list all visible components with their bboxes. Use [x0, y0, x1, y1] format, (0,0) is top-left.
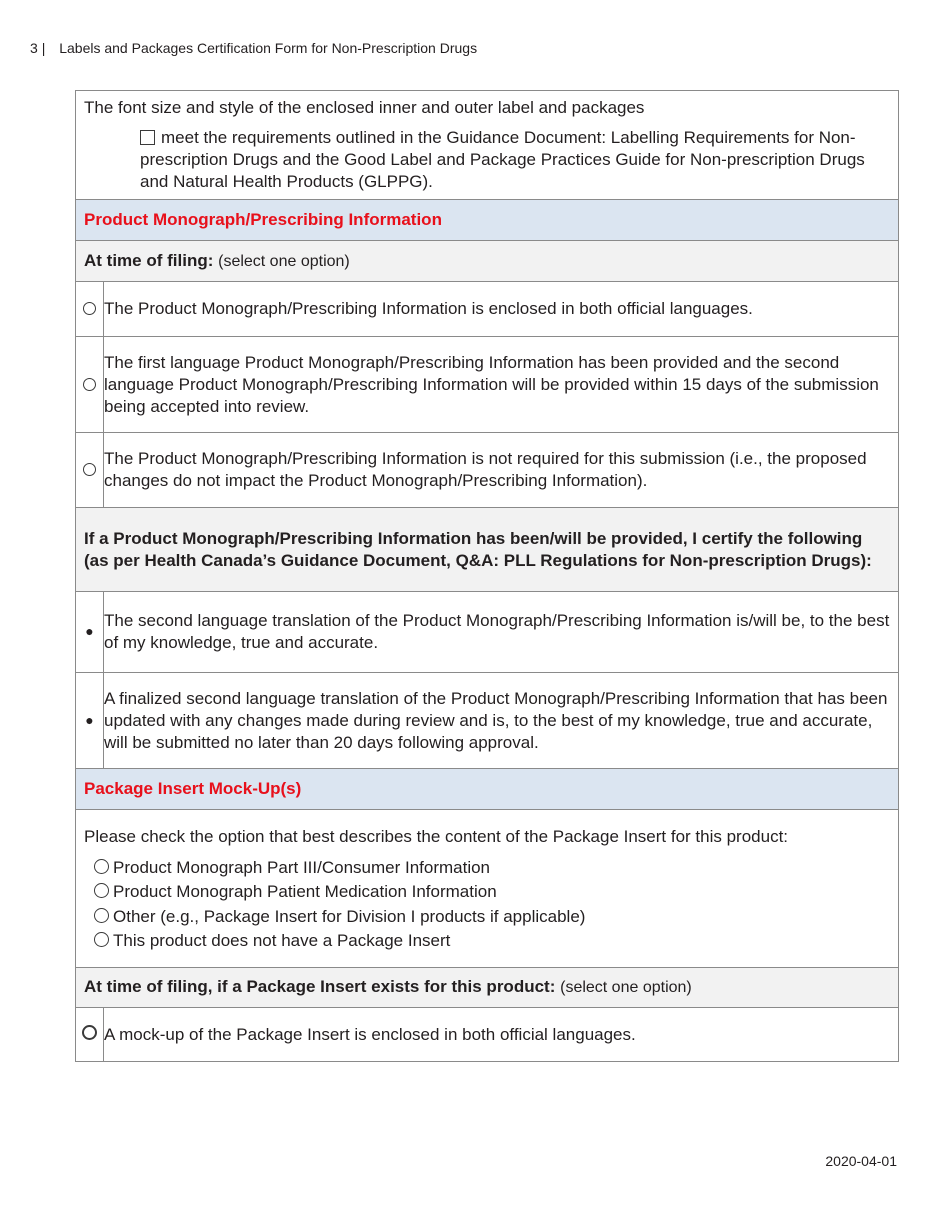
page-header [30, 40, 477, 56]
pm-option-3-radio-cell [76, 433, 104, 508]
font-size-row [76, 91, 899, 200]
pm-certify-heading [76, 508, 899, 592]
font-size-option [84, 127, 892, 193]
pi-content-row [76, 810, 899, 968]
pm-bullet-row [76, 673, 899, 769]
pm-option-2-radio[interactable] [83, 378, 96, 391]
pm-filing-note: (select one option) [218, 252, 350, 270]
pm-bullet-row [76, 592, 899, 673]
pi-option-3-radio[interactable] [94, 908, 109, 923]
pi-filing-row [76, 968, 899, 1008]
pm-option-1-text: The Product Monograph/Prescribing Information is enclosed in both official languages. [104, 282, 899, 337]
pi-option[interactable] [84, 929, 890, 954]
pi-option-1-radio[interactable] [94, 859, 109, 874]
pm-bullet-2-text: A finalized second language translation of the Product Monograph/Prescribing Information that has been updated with any changes made during review and is, to the best of my knowledge, true and accurate, will be submitted no later than 20 days following approval. [104, 673, 899, 769]
pi-filing-option-1-radio-cell [76, 1008, 104, 1062]
pi-option[interactable] [84, 905, 890, 930]
pi-option-3-label: Other (e.g., Package Insert for Division I products if applicable) [113, 906, 586, 926]
certification-form-table [75, 90, 899, 1062]
pm-filing-row [76, 241, 899, 282]
pi-option-2-label: Product Monograph Patient Medication Information [113, 882, 497, 902]
pm-bullet-1-text: The second language translation of the Product Monograph/Prescribing Information is/will be, to the best of my knowledge, true and accurate. [104, 592, 899, 673]
header-separator: | [41, 40, 46, 56]
font-size-cell [76, 91, 899, 200]
pi-question: Please check the option that best describes the content of the Package Insert for this product: [84, 827, 789, 847]
pm-bullet-2-cell [76, 673, 104, 769]
pm-section-header-row [76, 200, 899, 241]
pi-option[interactable] [84, 856, 890, 881]
pm-option-row [76, 337, 899, 433]
pi-option-2-radio[interactable] [94, 883, 109, 898]
pi-option-4-label: This product does not have a Package Insert [113, 931, 451, 951]
page-number: 3 [30, 40, 38, 56]
pm-option-row [76, 282, 899, 337]
pi-option-list [84, 856, 890, 954]
pi-section-header-row [76, 769, 899, 810]
pm-filing-heading [76, 241, 899, 282]
pm-option-2-radio-cell [76, 337, 104, 433]
pi-filing-note: (select one option) [560, 979, 692, 996]
bullet-icon: ● [85, 711, 94, 728]
pi-option-4-radio[interactable] [94, 932, 109, 947]
pm-option-3-radio[interactable] [83, 463, 96, 476]
pi-filing-label: At time of filing, if a Package Insert exists for this product: [84, 977, 556, 996]
pm-option-row [76, 433, 899, 508]
page-title: Labels and Packages Certification Form for Non-Prescription Drugs [59, 40, 478, 56]
pi-option[interactable] [84, 880, 890, 905]
pi-content-cell [76, 810, 899, 968]
pi-section-title: Package Insert Mock-Up(s) [76, 769, 899, 810]
pm-option-3-text: The Product Monograph/Prescribing Information is not required for this submission (i.e., the proposed changes do not impact the Product Monograph/Prescribing Information). [104, 433, 899, 508]
bullet-icon: ● [85, 623, 94, 639]
pm-filing-label: At time of filing: [84, 250, 214, 270]
glppg-checkbox-label: meet the requirements outlined in the Guidance Document: Labelling Requirements for Non-prescription Drugs and the Good Label and Package Practices Guide for Non-prescription Drugs and Natural Health Products (GLPPG). [140, 128, 865, 191]
glppg-checkbox[interactable] [140, 130, 155, 145]
pm-bullet-1-cell [76, 592, 104, 673]
pm-option-1-radio[interactable] [83, 302, 96, 315]
pi-filing-option-row [76, 1008, 899, 1062]
pm-section-title: Product Monograph/Prescribing Information [76, 200, 899, 241]
pi-filing-option-1-radio[interactable] [82, 1025, 97, 1040]
pm-certify-text: If a Product Monograph/Prescribing Information has been/will be provided, I certify the following (as per Health Canada’s Guidance Document, Q&A: PLL Regulations for Non-prescription Drugs): [84, 528, 872, 570]
revision-date: 2020-04-01 [825, 1153, 897, 1169]
pi-filing-option-1-text: A mock-up of the Package Insert is enclosed in both official languages. [104, 1008, 899, 1062]
pm-certify-row [76, 508, 899, 592]
pi-filing-heading [76, 968, 899, 1008]
pm-option-1-radio-cell [76, 282, 104, 337]
pm-option-2-text: The first language Product Monograph/Prescribing Information has been provided and the second language Product Monograph/Prescribing Information will be provided within 15 days of the submission being accepted into review. [104, 337, 899, 433]
font-size-lead: The font size and style of the enclosed inner and outer label and packages [84, 98, 645, 117]
pi-option-1-label: Product Monograph Part III/Consumer Information [113, 857, 491, 877]
